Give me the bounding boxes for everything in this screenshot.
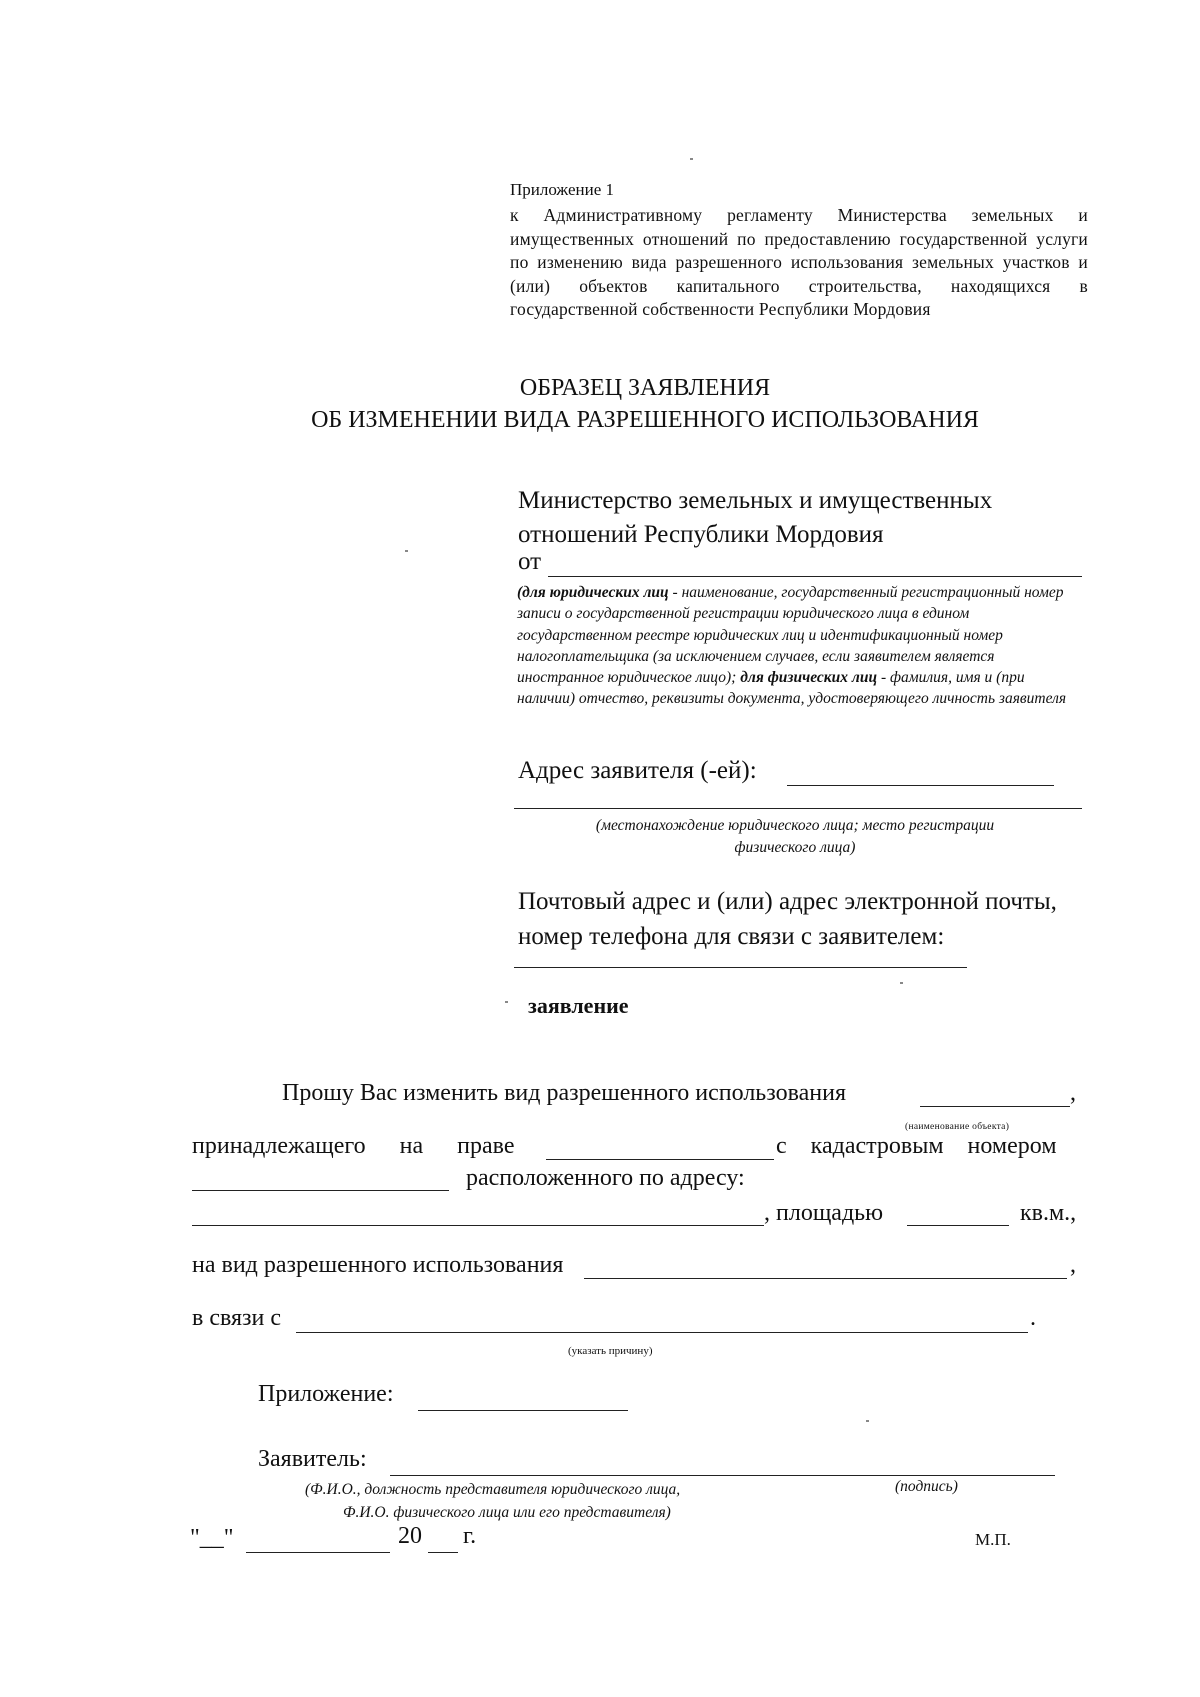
from-hint-individual-bold: для физических лиц — [740, 669, 878, 687]
date-year-line — [428, 1552, 458, 1553]
from-hint-legal-bold: (для юридических лиц — [517, 584, 669, 601]
scan-speck — [866, 1420, 869, 1422]
statement-heading: заявление — [528, 993, 629, 1018]
owned-text: принадлежащего на праве — [192, 1133, 515, 1159]
from-blank-line — [548, 576, 1082, 577]
stamp-place: М.П. — [975, 1530, 1011, 1549]
date-year: 20 — [398, 1523, 422, 1549]
address-label: Адрес заявителя (-ей): — [518, 757, 757, 784]
location-text: расположенного по адресу: — [466, 1165, 745, 1191]
address-line — [192, 1225, 764, 1226]
scan-speck — [900, 982, 903, 984]
postal-blank-line — [514, 967, 967, 968]
reason-period: . — [1030, 1305, 1036, 1331]
cadastral-blank-line — [192, 1190, 449, 1191]
object-comma: , — [1070, 1080, 1076, 1106]
area-blank-line — [907, 1225, 1009, 1226]
permitted-use-text: на вид разрешенного использования — [192, 1252, 564, 1278]
reason-blank-line — [296, 1332, 1028, 1333]
area-text: , площадью — [764, 1200, 884, 1226]
from-hint-individual-text: - фамилия, имя и (при наличии) отчество, реквизиты документа, удостоверяющего личность заявителя — [517, 669, 1067, 708]
date-suffix: г. — [463, 1523, 477, 1549]
object-hint: (наименование объекта) — [905, 1122, 1010, 1132]
right-blank-line — [546, 1159, 774, 1160]
applicant-blank-line — [390, 1475, 1055, 1476]
document-title — [0, 372, 1200, 436]
sqm-text: кв.м., — [1020, 1200, 1077, 1226]
from-hint-legal-text: - наименование, государственный регистрационный номер записи о государственной регистрации юридического лица в едином государственном реестре юридических лиц и идентификационный номер налогоплательщика (за исключением случаев, если заявителем является иностранное юридическое лицо); — [517, 584, 1064, 687]
signature-hint: (подпись) — [895, 1478, 958, 1495]
signer-hint-line-1: (Ф.И.О., должность представителя юридического лица, — [305, 1481, 681, 1498]
annex-label: Приложение: — [258, 1381, 394, 1407]
permitted-use-blank-line — [584, 1278, 1067, 1279]
request-text: Прошу Вас изменить вид разрешенного использования — [282, 1080, 846, 1106]
ministry-name: Министерство земельных и имущественных отношений Республики Мордовия — [518, 487, 993, 548]
reason-hint: (указать причину) — [568, 1345, 653, 1357]
title-line-1: ОБРАЗЕЦ ЗАЯВЛЕНИЯ — [519, 375, 771, 401]
postal-label: Почтовый адрес и (или) адрес электронной почты, номер телефона для связи с заявителем: — [518, 888, 1057, 950]
from-hint — [517, 582, 1082, 710]
object-blank-line — [920, 1106, 1070, 1107]
reason-text: в связи с — [192, 1305, 282, 1331]
permitted-use-comma: , — [1070, 1252, 1076, 1278]
title-line-2: ОБ ИЗМЕНЕНИИ ВИДА РАЗРЕШЕННОГО ИСПОЛЬЗОВАНИЯ — [311, 407, 979, 433]
date-month-line — [246, 1552, 390, 1553]
annex-blank-line — [418, 1410, 628, 1411]
address-blank-line-1 — [787, 785, 1054, 786]
cadastral-text: с кадастровым номером — [776, 1133, 1057, 1159]
address-blank-line-2 — [514, 808, 1082, 809]
signer-hint-line-2: Ф.И.О. физического лица или его представителя) — [343, 1504, 671, 1521]
address-hint: (местонахождение юридического лица; место регистрации физического лица) — [595, 817, 995, 856]
date-day: "__" — [190, 1525, 234, 1551]
scan-speck — [505, 1001, 508, 1003]
annex-text: к Административному регламенту Министерства земельных и имущественных отношений по предоставлению государственной услуги по изменению вида разрешенного использования земельных участков и (или) объектов капитального строительства, находящихся в государственной собственности Республики Мордовия — [510, 205, 1088, 319]
scan-speck — [690, 158, 693, 160]
applicant-label: Заявитель: — [258, 1446, 367, 1472]
signer-hint — [305, 1478, 680, 1524]
scan-speck — [405, 550, 408, 552]
annex-title: Приложение 1 — [510, 180, 614, 199]
from-label: от — [518, 548, 542, 575]
